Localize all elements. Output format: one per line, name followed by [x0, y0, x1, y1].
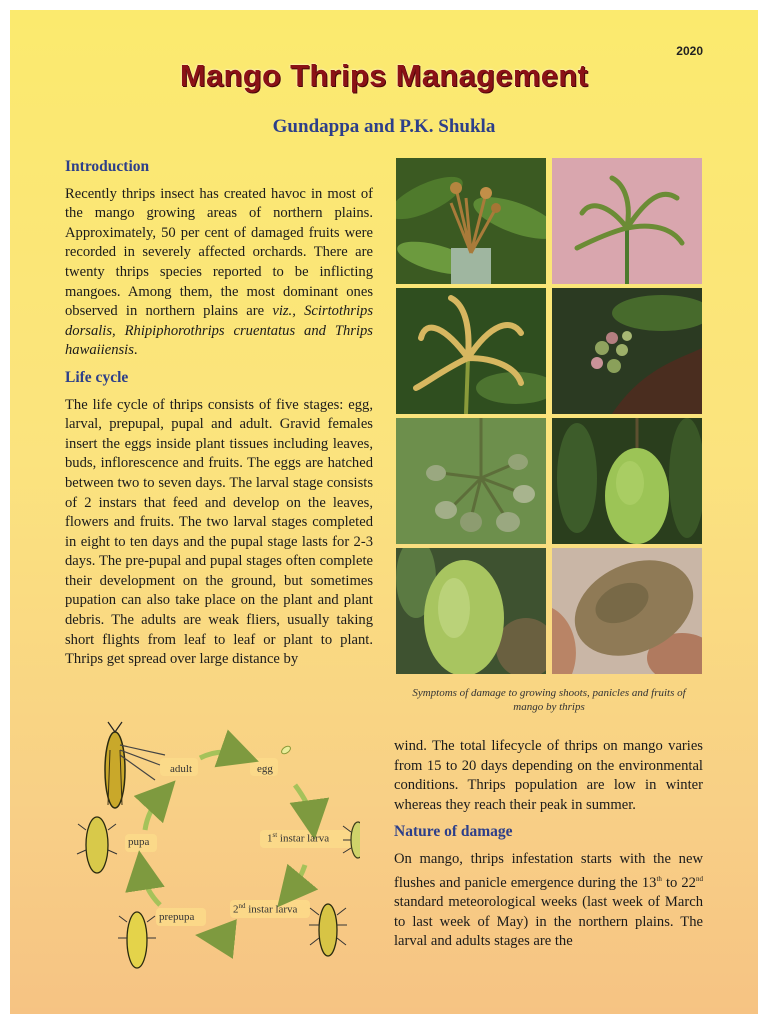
introduction-end: . [133, 342, 138, 359]
photo-caption: Symptoms of damage to growing shoots, panicles and fruits of mango by thrips [412, 687, 686, 713]
arrow-prepupa-to-pupa [142, 870, 160, 905]
pupa-icon [77, 817, 117, 873]
life-cycle-heading: Life cycle [65, 368, 129, 386]
label-adult: adult [170, 763, 192, 775]
species-names: viz., Scirtothrips dorsalis, Rhipiphorothrips cruentatus and Thrips hawaiiensis [65, 303, 374, 359]
first-instar-larva-icon [343, 822, 360, 858]
damaged-mango-photo-1 [396, 548, 546, 674]
arrow-adult-to-egg [200, 752, 240, 758]
introduction-text [65, 185, 373, 361]
introduction-body: Recently thrips insect has created havoc in most of the mango growing areas of northern plains. Approximately, 50 per cent of damaged fruits were recorded in severely affected orchards. There are twenty thrips species reported to be inflicting mangoes. Among them, the most dominant ones observed in northern plains are [65, 185, 373, 320]
damaged-shoot-photo-1 [396, 158, 546, 284]
adult-thrips-icon [105, 722, 165, 808]
right-column [394, 737, 703, 952]
damaged-mango-photo-2 [552, 548, 702, 674]
arrow-egg-to-first-instar [295, 785, 312, 820]
arrow-first-to-second-instar [290, 865, 305, 892]
life-cycle-text: The life cycle of thrips consists of five stages: egg, larval, prepupal, pupal and adult. Gravid females insert the eggs inside plant tissues including leaves, buds, inflorescence and fruits. The eggs are hatched between two to seven days. The larval stage consists of 2 instars that feed and develop on the leaves, flowers and fruits. The two larval stages completed in eight to ten days and the pupal stage lasts for 2-3 days. The pre-pupal and pupal stages often complete their development on the ground, but sometimes pupation can also take place on the plant and plant debris. The adults are weak fliers, usually taking short flights from leaf to leaf or plant to plant. Thrips get spread over large distance by [65, 396, 373, 668]
authors: Gundappa and P.K. Shukla [272, 116, 496, 137]
second-instar-larva-icon [309, 904, 347, 956]
life-cycle-diagram [60, 710, 360, 980]
green-mango-photo [552, 418, 702, 544]
label-prepupa: prepupa [159, 911, 195, 923]
arrow-pupa-to-adult [145, 795, 162, 830]
page [10, 10, 758, 1014]
egg-icon [280, 745, 292, 756]
fruitlets-photo [396, 418, 546, 544]
page-title: Mango Thrips Management [179, 58, 589, 93]
nature-of-damage-text: On mango, thrips infestation starts with the new flushes and panicle emergence during the 13th to 22nd standard meteorological weeks (last week of March to last week of May) in the northern plains. The larval and adults stages are the [394, 850, 703, 950]
damaged-shoot-photo-2 [552, 158, 702, 284]
label-egg: egg [257, 763, 273, 775]
photo-grid [396, 158, 702, 674]
damaged-panicle-photo-1 [396, 288, 546, 414]
panicle-in-hand-photo [552, 288, 702, 414]
prepupa-icon [118, 912, 156, 968]
introduction-heading: Introduction [65, 158, 150, 175]
year-label: 2020 [676, 44, 703, 58]
life-cycle-continued: wind. The total lifecycle of thrips on mango varies from 15 to 20 days depending on the environmental conditions. Thrips population are low in winter whereas they reach their peak in summer. [394, 738, 703, 813]
left-column [65, 157, 373, 670]
label-first-instar: 1st instar larva [267, 831, 330, 845]
label-pupa: pupa [128, 836, 150, 848]
label-second-instar: 2nd instar larva [233, 902, 298, 916]
nature-of-damage-heading: Nature of damage [394, 823, 513, 841]
arrow-second-instar-to-prepupa [215, 937, 235, 938]
